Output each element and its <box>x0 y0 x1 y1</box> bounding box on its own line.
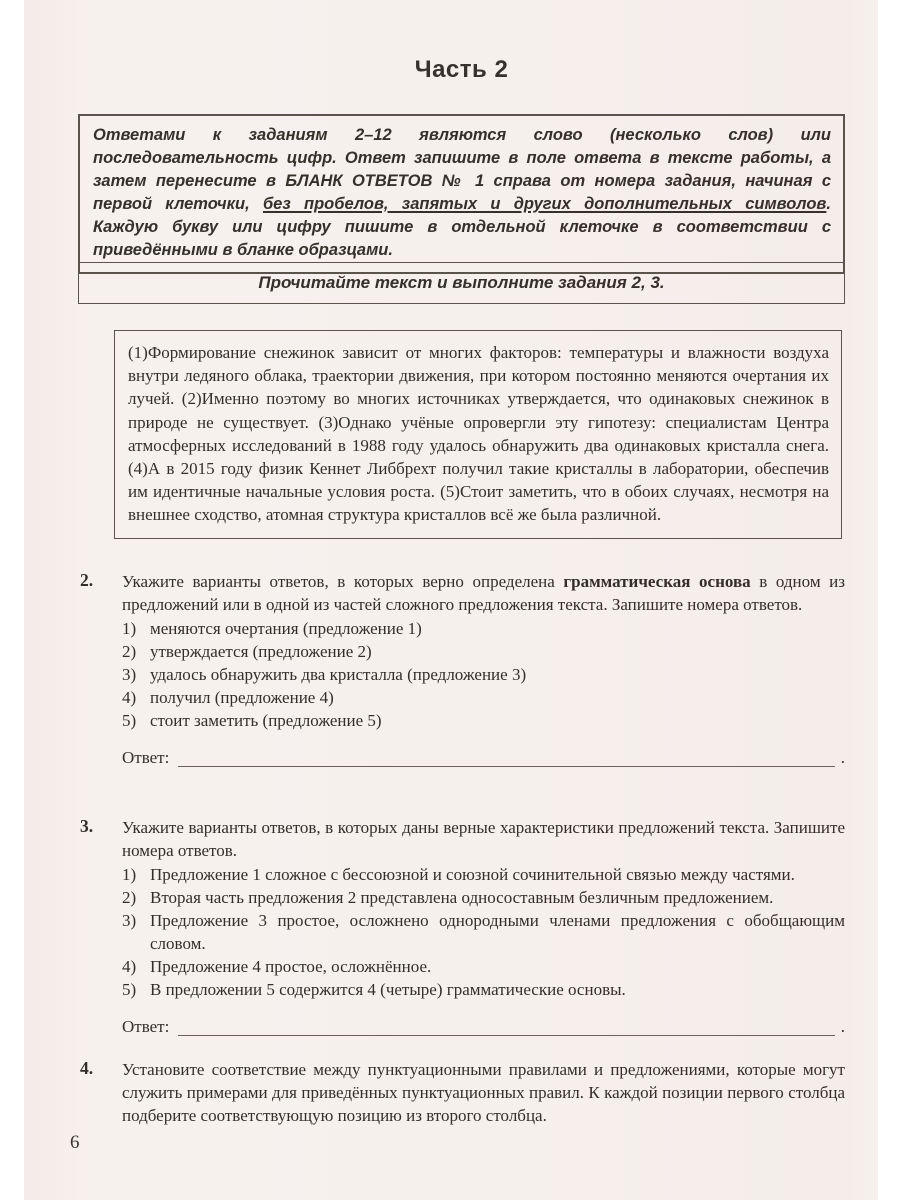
option-text: Предложение 1 сложное с бессоюзной и союзной сочинительной связью между частями. <box>150 865 795 884</box>
answer-blank-line <box>178 751 834 767</box>
option-row <box>122 955 845 978</box>
option-row <box>122 909 845 955</box>
question-number: 2. <box>80 570 94 590</box>
answer-row <box>122 1015 845 1038</box>
option-text: В предложении 5 содержится 4 (четыре) грамматические основы. <box>150 980 626 999</box>
question-4 <box>78 1058 845 1127</box>
question-3 <box>78 816 845 1038</box>
instructions-text-underlined: без пробелов, запятых и других дополнительных символов <box>262 195 827 213</box>
read-task-text: Прочитайте текст и выполните задания 2, 3. <box>258 273 665 292</box>
question-number: 4. <box>80 1058 94 1078</box>
instructions-text-before: Ответами к заданиям 2–12 являются слово (несколько слов) или последовательность цифр. Ответ запишите в поле ответа в тексте работы, а затем перенесите в БЛАНК ОТВЕТОВ № 1 справа от номера задания, начиная с первой клеточки, <box>93 126 831 213</box>
option-row <box>122 863 845 886</box>
answer-blank-line <box>178 1020 834 1036</box>
option-text: удалось обнаружить два кристалла (предложение 3) <box>150 665 527 684</box>
option-number: 1) <box>122 619 137 638</box>
option-row <box>122 686 845 709</box>
instructions-text-after: . Каждую букву или цифру пишите в отдельной клеточке в соответствии с приведёнными в бланке образцами. <box>93 195 831 259</box>
option-number: 1) <box>122 865 137 884</box>
answer-period: . <box>840 748 845 767</box>
option-number: 4) <box>122 688 137 707</box>
option-number: 5) <box>122 980 137 999</box>
option-row <box>122 663 845 686</box>
option-row <box>122 886 845 909</box>
question-stem: Укажите варианты ответов, в которых даны верные характеристики предложений текста. Запишите номера ответов. <box>122 818 845 860</box>
question-number: 3. <box>80 816 94 836</box>
answer-period: . <box>840 1017 845 1036</box>
option-number: 2) <box>122 888 137 907</box>
option-number: 3) <box>122 665 137 684</box>
answer-label: Ответ: <box>122 1017 170 1036</box>
option-number: 2) <box>122 642 137 661</box>
question-stem: Установите соответствие между пунктуационными правилами и предложениями, которые могут служить примерами для приведённых пунктуационных правил. К каждой позиции первого столбца подберите соответствующую позицию из второго столбца. <box>122 1060 845 1125</box>
option-row <box>122 640 845 663</box>
option-text: получил (предложение 4) <box>150 688 334 707</box>
passage-text: (1)Формирование снежинок зависит от многих факторов: температуры и влажности воздуха внутри ледяного облака, траектории движения, при котором постоянно меняются очертания их лучей. (2)Именно поэтому во многих источниках утверждается, что одинаковых снежинок в природе не существует. (3)Однако учёные опровергли эту гипотезу: специалистам Центра атмосферных исследований в 1988 году удалось обнаружить два одинаковых кристалла снега. (4)А в 2015 году физик Кеннет Либбрехт получил такие кристаллы в лаборатории, обеспечив им идентичные начальные условия роста. (5)Стоит заметить, что в обоих случаях, несмотря на внешнее сходство, атомная структура кристаллов всё же была различной. <box>128 343 829 525</box>
options-list <box>122 617 845 732</box>
option-text: Вторая часть предложения 2 представлена односоставным безличным предложением. <box>150 888 774 907</box>
question-2 <box>78 570 845 769</box>
instructions-box <box>78 114 845 274</box>
read-task-box <box>78 262 845 304</box>
question-stem <box>122 570 845 616</box>
option-number: 4) <box>122 957 137 976</box>
options-list <box>122 863 845 1001</box>
option-number: 5) <box>122 711 137 730</box>
stem-text: Укажите варианты ответов, в которых верно определена <box>122 572 564 591</box>
option-row <box>122 978 845 1001</box>
passage-box <box>114 330 842 539</box>
option-row <box>122 617 845 640</box>
answer-label: Ответ: <box>122 748 170 767</box>
answer-row <box>122 746 845 769</box>
option-text: Предложение 4 простое, осложнённое. <box>150 957 432 976</box>
option-text: утверждается (предложение 2) <box>150 642 372 661</box>
stem-text: в одном из предложений или в одной из частей сложного предложения текста. Запишите номера ответов. <box>122 572 845 614</box>
option-row <box>122 709 845 732</box>
option-text: меняются очертания (предложение 1) <box>150 619 422 638</box>
stem-bold-text: грамматическая основа <box>563 572 751 591</box>
option-text: стоит заметить (предложение 5) <box>150 711 382 730</box>
option-text: Предложение 3 простое, осложнено однородными членами предложения с обобщающим словом. <box>150 911 845 953</box>
page-number: 6 <box>70 1132 80 1153</box>
page-title: Часть 2 <box>414 56 509 83</box>
option-number: 3) <box>122 911 137 930</box>
